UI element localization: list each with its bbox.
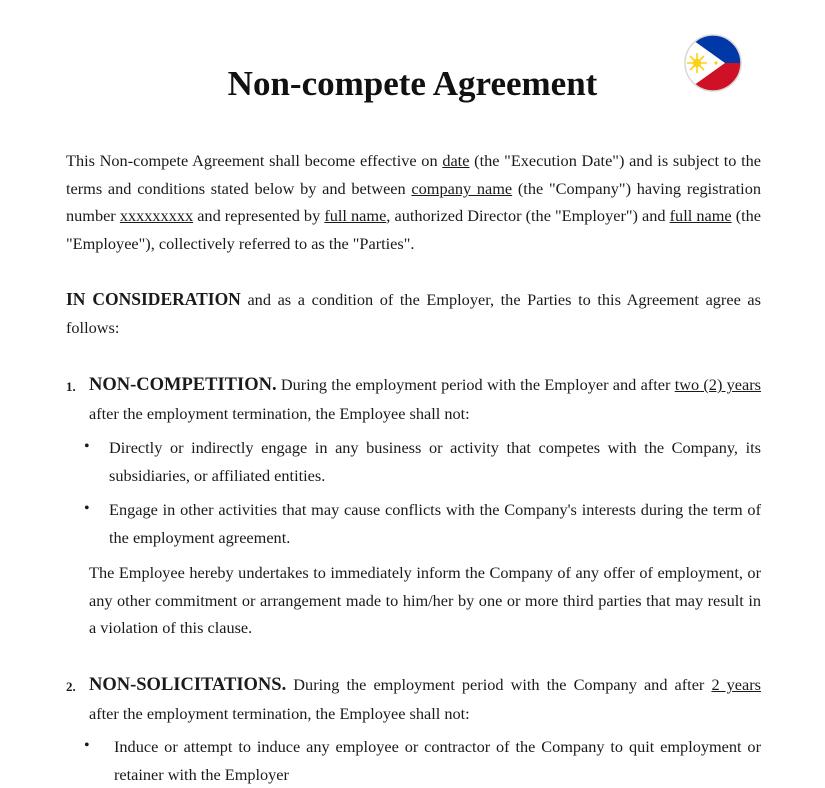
section-1-intro: NON-COMPETITION. During the employment period with the Employer and after two (2) years after the employment termination, the Employee shall not:: [89, 375, 761, 423]
bullet-icon: •: [84, 438, 90, 455]
bullet-icon: •: [84, 500, 90, 517]
section-number: 1.: [66, 379, 76, 394]
section-1-closing: The Employee hereby undertakes to immediately inform the Company of any offer of employment, or any other commitment or arrangement made to him/her by one or more third parties that may result in a violation of this clause.: [89, 563, 761, 638]
list-item: Directly or indirectly engage in any business or activity that competes with the Company, its subsidiaries, or affiliated entities.: [109, 438, 761, 485]
document-title: Non-compete Agreement: [227, 64, 598, 103]
duration-field: two (2) years: [674, 375, 761, 394]
section-heading: NON-COMPETITION.: [89, 375, 277, 395]
duration-field: 2 years: [711, 675, 762, 694]
employer-name-field: full name: [324, 206, 387, 226]
employee-name-field: full name: [669, 206, 732, 226]
list-item: Induce or attempt to induce any employee or contractor of the Company to quit employment or retainer with the Employer: [114, 737, 761, 784]
section-heading: NON-SOLICITATIONS.: [89, 675, 287, 695]
bullet-icon: •: [84, 737, 90, 754]
registration-number-field: xxxxxxxxx: [119, 206, 194, 226]
section-2-intro: NON-SOLICITATIONS. During the employment period with the Company and after 2 years after the employment termination, the Employee shall not:: [89, 675, 762, 723]
philippines-flag-icon: [683, 33, 743, 93]
company-name-field: company name: [411, 178, 513, 198]
intro-paragraph: This Non-compete Agreement shall become effective on date (the "Execution Date") and is subject to the terms and conditions stated below by and between company name (the "Company") having registration number xxxxxxxxx and represented by full name, authorized Director (the "Employer") and full name (the "Employee"), collectively referred to as the "Parties".: [66, 151, 762, 254]
execution-date-field: date: [442, 151, 470, 170]
list-item: Engage in other activities that may cause conflicts with the Company's interests during the term of the employment agreement.: [109, 500, 761, 547]
consideration-paragraph: IN CONSIDERATION and as a condition of the Employer, the Parties to this Agreement agree as follows:: [66, 289, 761, 337]
section-number: 2.: [66, 679, 76, 694]
